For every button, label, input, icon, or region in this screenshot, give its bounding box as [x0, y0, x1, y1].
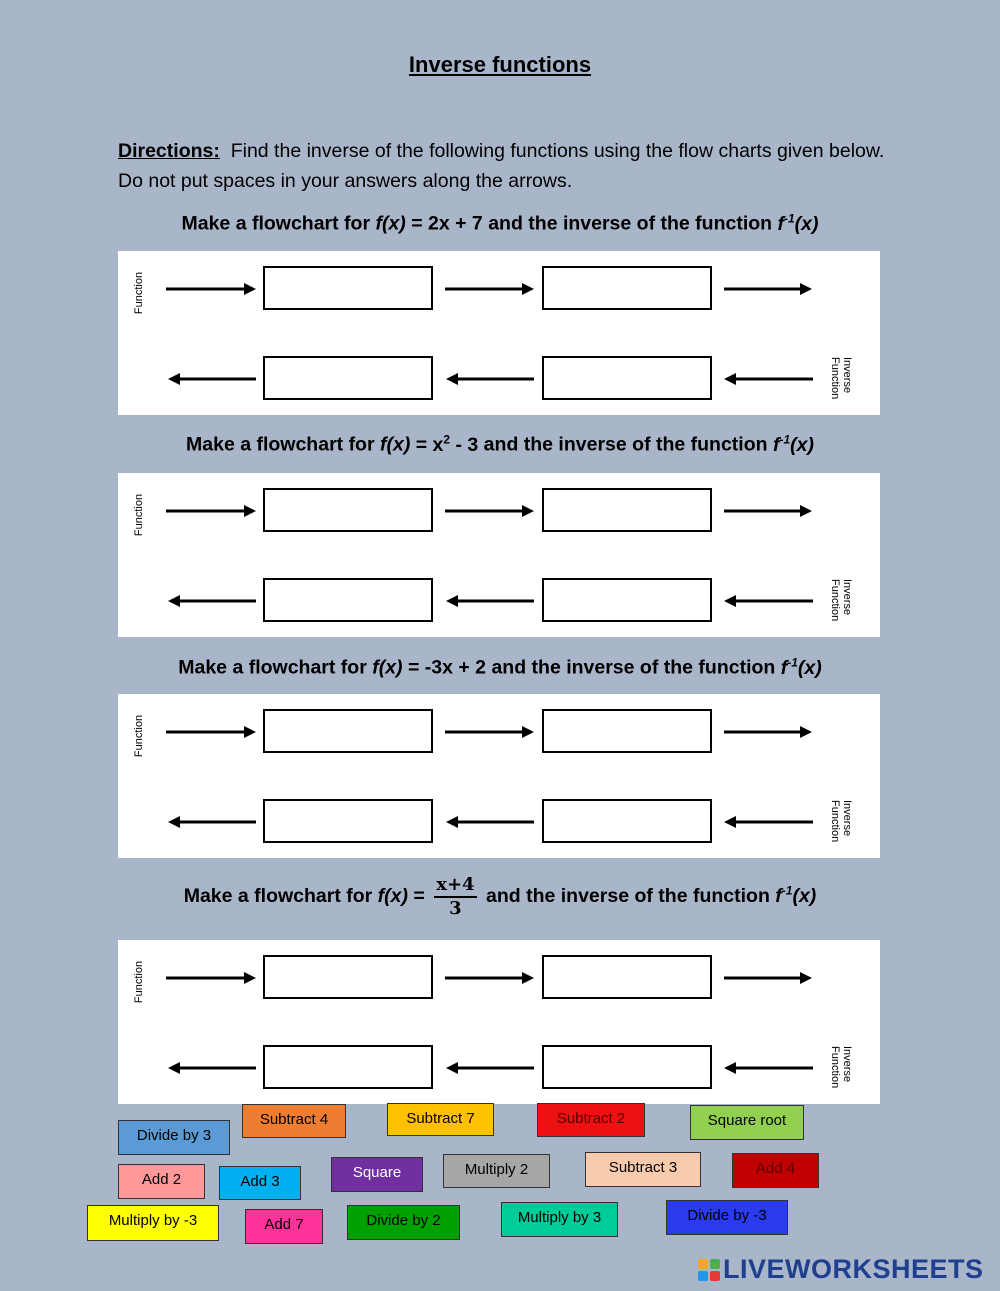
- answer-chip-multiply-by-3[interactable]: Multiply by -3: [87, 1205, 219, 1241]
- exercise-2-heading: [0, 432, 1000, 457]
- answer-chip-multiply-2[interactable]: Multiply 2: [443, 1154, 550, 1188]
- inverse-label-line-1: Inverse: [841, 579, 853, 616]
- flowchart-arrows: [118, 940, 880, 1104]
- answer-chip-add-7[interactable]: Add 7: [245, 1209, 323, 1244]
- answer-chip-add-3[interactable]: Add 3: [219, 1166, 301, 1200]
- answer-chip-square[interactable]: Square: [331, 1157, 423, 1192]
- heading-mid: and the inverse of the function: [482, 212, 778, 235]
- heading-prefix: Make a flowchart for: [183, 885, 378, 908]
- arrow-left-icon: [168, 816, 256, 828]
- inverse-label-line-1: Inverse: [841, 800, 853, 837]
- function-step-2-input[interactable]: [542, 266, 712, 310]
- heading-prefix: Make a flowchart for: [178, 656, 373, 679]
- logo-mark-icon: [698, 1259, 720, 1281]
- inverse-label-line-2: Function: [829, 579, 841, 622]
- arrow-left-icon: [168, 595, 256, 607]
- arrow-right-icon: [724, 505, 812, 517]
- arrow-right-icon: [166, 505, 256, 517]
- inverse-notation: $f^{-1}(x)$: [777, 211, 819, 235]
- function-expression: = 2x + 7: [405, 212, 483, 235]
- flowchart-panel-3: [118, 694, 880, 858]
- inverse-function-side-label: [829, 579, 853, 625]
- directions-label: Directions:: [118, 140, 220, 162]
- exercise-3-heading: [0, 655, 1000, 680]
- directions-text: Find the inverse of the following functions using the flow charts given below. Do not put spaces in your answers along the arrows.: [118, 140, 885, 192]
- inverse-notation: $f^{-1}(x)$: [772, 432, 814, 456]
- answer-chip-subtract-4[interactable]: Subtract 4: [242, 1104, 346, 1138]
- function-expression: = -3x + 2: [402, 656, 487, 679]
- exercise-1-heading: [0, 211, 1000, 236]
- inverse-step-1-input[interactable]: [263, 799, 433, 843]
- answer-chip-subtract-7[interactable]: Subtract 7: [387, 1103, 494, 1136]
- fx-label: f(x): [379, 433, 411, 456]
- answer-chip-subtract-2[interactable]: Subtract 2: [537, 1103, 645, 1137]
- flowchart-arrows: [118, 473, 880, 637]
- heading-prefix: Make a flowchart for: [186, 433, 380, 456]
- logo-text: LIVEWORKSHEETS: [723, 1254, 984, 1284]
- fraction: [434, 874, 476, 920]
- inverse-step-2-input[interactable]: [542, 578, 712, 622]
- answer-chip-square-root[interactable]: Square root: [690, 1105, 804, 1140]
- function-side-label: Function: [133, 493, 145, 537]
- function-step-1-input[interactable]: [263, 709, 433, 753]
- inverse-label-line-1: Inverse: [841, 357, 853, 394]
- function-side-label: Function: [133, 714, 145, 758]
- answer-chip-divide-by-2[interactable]: Divide by 2: [347, 1205, 460, 1240]
- directions: [118, 136, 898, 196]
- function-step-2-input[interactable]: [542, 488, 712, 532]
- answer-chip-divide-by-3[interactable]: Divide by -3: [666, 1200, 788, 1235]
- function-expression: =: [408, 885, 431, 908]
- inverse-notation: $f^{-1}(x)$: [775, 883, 817, 908]
- arrow-left-icon: [168, 373, 256, 385]
- arrow-right-icon: [445, 726, 534, 738]
- inverse-label-line-2: Function: [829, 800, 841, 843]
- answer-chip-divide-by-3[interactable]: Divide by 3: [118, 1120, 230, 1155]
- answer-chip-multiply-by-3[interactable]: Multiply by 3: [501, 1202, 618, 1237]
- flowchart-arrows: [118, 251, 880, 415]
- fx-label: f(x): [375, 212, 406, 235]
- arrow-right-icon: [724, 972, 812, 984]
- arrow-left-icon: [168, 1062, 256, 1074]
- arrow-right-icon: [445, 505, 534, 517]
- arrow-left-icon: [446, 595, 534, 607]
- fraction-denominator: 3: [449, 898, 462, 919]
- inverse-step-1-input[interactable]: [263, 356, 433, 400]
- liveworksheets-logo: [698, 1254, 984, 1285]
- flowchart-panel-4: [118, 940, 880, 1104]
- function-side-label: Function: [133, 271, 145, 315]
- page-title: Inverse functions: [408, 52, 592, 77]
- arrow-left-icon: [724, 1062, 813, 1074]
- arrow-right-icon: [166, 726, 256, 738]
- flowchart-panel-1: [118, 251, 880, 415]
- arrow-right-icon: [166, 283, 256, 295]
- inverse-label-line-2: Function: [829, 1046, 841, 1089]
- heading-mid: and the inverse of the function: [478, 433, 773, 456]
- inverse-step-2-input[interactable]: [542, 1045, 712, 1089]
- function-expression: = $x^2 - 3$: [410, 432, 479, 456]
- fx-label: f(x): [372, 656, 403, 679]
- flowchart-arrows: [118, 694, 880, 858]
- arrow-right-icon: [166, 972, 256, 984]
- arrow-left-icon: [724, 373, 813, 385]
- flowchart-panel-2: [118, 473, 880, 637]
- function-side-label: Function: [133, 960, 145, 1004]
- fraction-numerator: x+4: [434, 874, 476, 898]
- arrow-left-icon: [446, 1062, 534, 1074]
- answer-chip-subtract-3[interactable]: Subtract 3: [585, 1152, 701, 1187]
- arrow-right-icon: [724, 726, 812, 738]
- function-step-1-input[interactable]: [263, 488, 433, 532]
- inverse-step-2-input[interactable]: [542, 356, 712, 400]
- arrow-right-icon: [724, 283, 812, 295]
- fx-label: f(x): [377, 885, 408, 908]
- inverse-function-side-label: [829, 357, 853, 403]
- arrow-left-icon: [724, 595, 813, 607]
- arrow-right-icon: [445, 283, 534, 295]
- heading-mid: and the inverse of the function: [480, 885, 776, 908]
- inverse-step-1-input[interactable]: [263, 1045, 433, 1089]
- inverse-step-1-input[interactable]: [263, 578, 433, 622]
- function-step-2-input[interactable]: [542, 709, 712, 753]
- inverse-label-line-2: Function: [829, 357, 841, 400]
- heading-mid: and the inverse of the function: [486, 656, 781, 679]
- function-step-2-input[interactable]: [542, 955, 712, 999]
- arrow-left-icon: [446, 816, 534, 828]
- exercise-4-heading: [0, 874, 1000, 920]
- arrow-left-icon: [446, 373, 534, 385]
- arrow-right-icon: [445, 972, 534, 984]
- function-step-1-input[interactable]: [263, 955, 433, 999]
- function-step-1-input[interactable]: [263, 266, 433, 310]
- inverse-step-2-input[interactable]: [542, 799, 712, 843]
- heading-prefix: Make a flowchart for: [181, 212, 376, 235]
- answer-chip-add-4[interactable]: Add 4: [732, 1153, 819, 1188]
- inverse-label-line-1: Inverse: [841, 1046, 853, 1083]
- inverse-function-side-label: [829, 1046, 853, 1092]
- inverse-function-side-label: [829, 800, 853, 846]
- inverse-notation: $f^{-1}(x)$: [780, 655, 822, 679]
- answer-chip-add-2[interactable]: Add 2: [118, 1164, 205, 1199]
- arrow-left-icon: [724, 816, 813, 828]
